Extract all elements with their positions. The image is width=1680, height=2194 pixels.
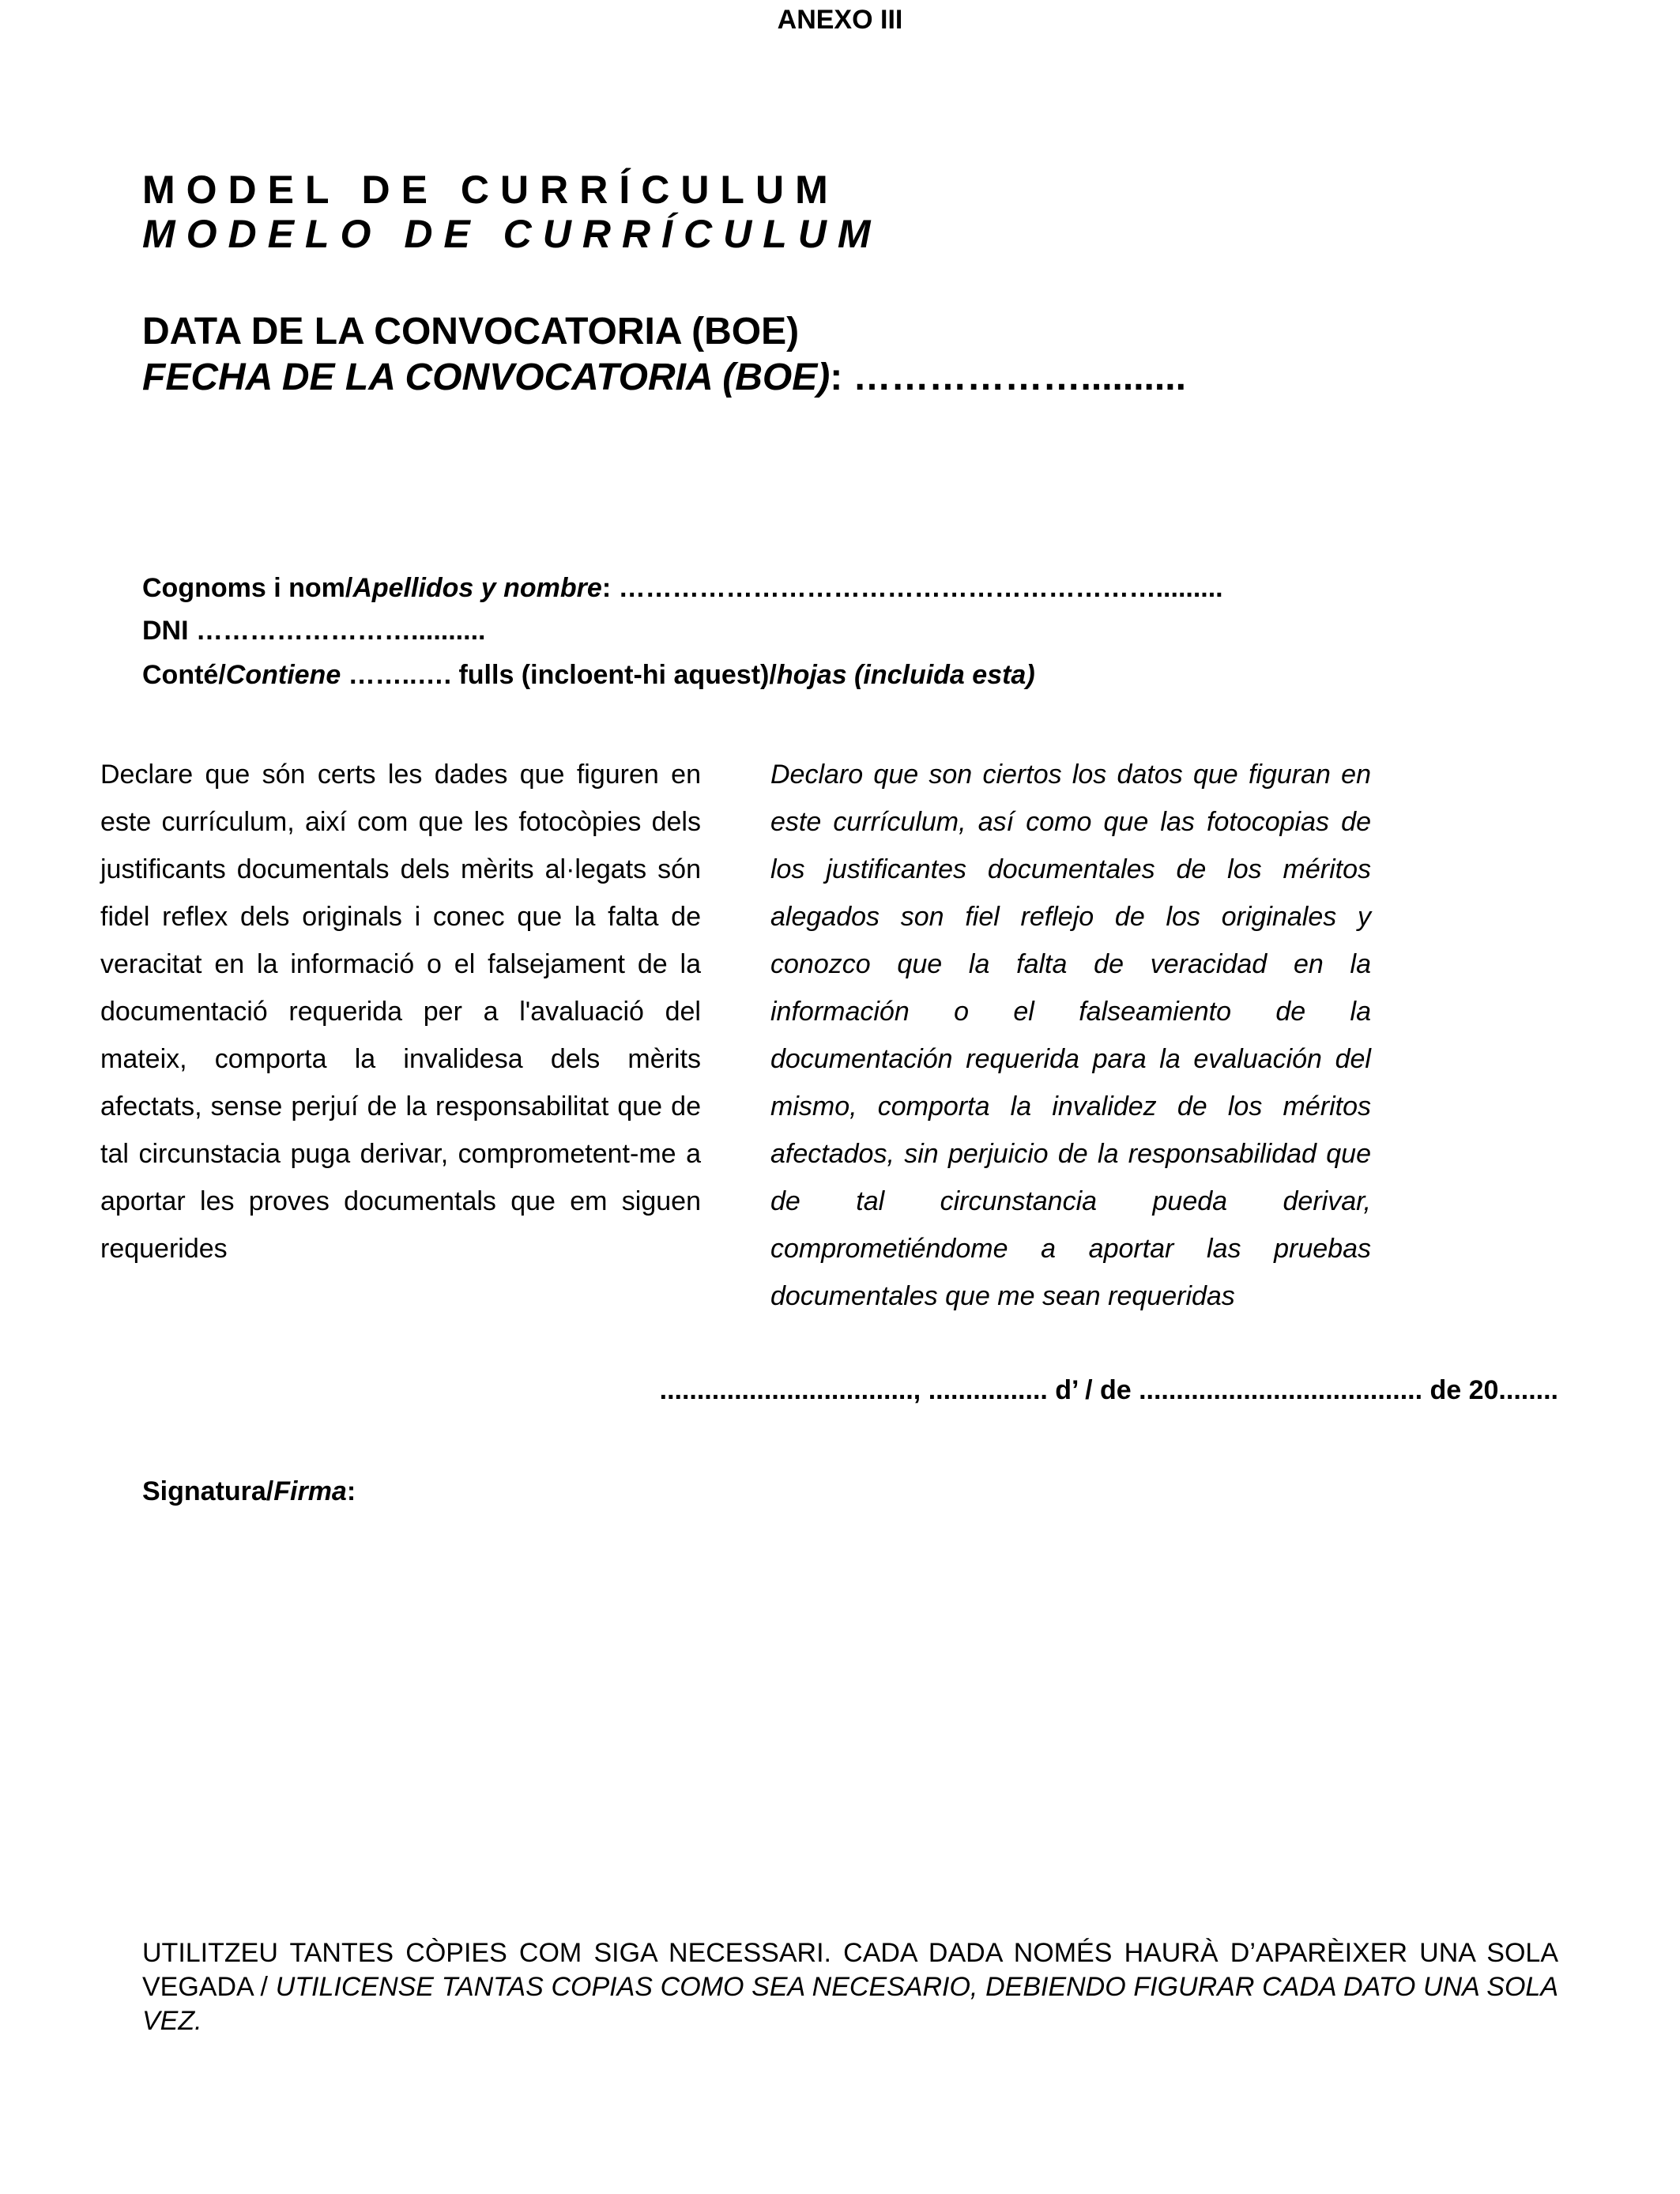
name-label-spanish: Apellidos y nombre bbox=[352, 573, 602, 603]
signature-field bbox=[142, 1476, 356, 1507]
pages-field bbox=[142, 659, 1035, 691]
name-label-catalan: Cognoms i nom/ bbox=[142, 573, 353, 603]
signature-label-spanish: Firma bbox=[273, 1476, 347, 1506]
pages-label-catalan: Conté/ bbox=[142, 660, 226, 690]
declaration-catalan: Declare que són certs les dades que figuren en este currículum, així com que les fotocòpies dels justificants documentals dels mèrits al·legats són fidel reflex dels originals i conec que la falta de veracitat en la informació o el falsejament de la documentació requerida per a l'avaluació del mateix, comporta la invalidesa dels mèrits afectats, sense perjuí de la responsabilitat que de tal circunstacia puga derivar, comprometent-me a aportar les proves documentals que em siguen requerides bbox=[100, 760, 701, 1264]
place-date-line[interactable]: .................................., ................ d’ / de ...................................... de 20........ bbox=[659, 1375, 1558, 1405]
pages-blank[interactable]: ……..…. fulls (incloent-hi aquest)/ bbox=[341, 660, 777, 690]
title-catalan: MODEL DE CURRÍCULUM bbox=[142, 168, 839, 212]
signature-label-catalan: Signatura/ bbox=[142, 1476, 274, 1506]
convocatoria-colon: : bbox=[830, 356, 843, 398]
name-blank[interactable]: ……………………………………………………......... bbox=[611, 573, 1223, 603]
dni-blank[interactable]: …………………….......... bbox=[188, 616, 486, 646]
dni-field bbox=[142, 615, 485, 647]
title-spanish: MODELO DE CURRÍCULUM bbox=[142, 212, 882, 256]
convocatoria-date-label-spanish: FECHA DE LA CONVOCATORIA (BOE) bbox=[142, 356, 831, 398]
footer-note-spanish: UTILICENSE TANTAS COPIAS COMO SEA NECESARIO, DEBIENDO FIGURAR CADA DATO UNA SOLA VEZ. bbox=[142, 1972, 1558, 2036]
convocatoria-date-blank[interactable]: ……………….......... bbox=[842, 356, 1186, 398]
dni-label: DNI bbox=[142, 616, 189, 646]
footer-note bbox=[142, 1936, 1558, 2038]
convocatoria-date-label-catalan: DATA DE LA CONVOCATORIA (BOE) bbox=[142, 311, 800, 352]
convocatoria-date-line-spanish bbox=[142, 356, 1186, 400]
footer-note-catalan: UTILITZEU TANTES CÒPIES COM SIGA NECESSARI. CADA DADA NOMÉS HAURÀ D’APARÈIXER UNA SOLA VEGADA / bbox=[142, 1938, 1558, 2002]
name-colon: : bbox=[601, 573, 612, 603]
annex-label: ANEXO III bbox=[777, 5, 903, 35]
declaration-spanish: Declaro que son ciertos los datos que figuran en este currículum, así como que las fotocopias de los justificantes documentales de los méritos alegados son fiel reflejo de los originales y conozco que la falta de veracidad en la información o el falseamiento de la documentación requerida para la evaluación del mismo, comporta la invalidez de los méritos afectados, sin perjuicio de la responsabilidad que de tal circunstancia pueda derivar, comprometiéndome a aportar las pruebas documentales que me sean requeridas bbox=[770, 760, 1371, 1311]
signature-colon: : bbox=[346, 1476, 356, 1506]
pages-suffix-spanish: hojas (incluida esta) bbox=[776, 660, 1035, 690]
pages-label-spanish: Contiene bbox=[225, 660, 341, 690]
name-field bbox=[142, 572, 1223, 604]
